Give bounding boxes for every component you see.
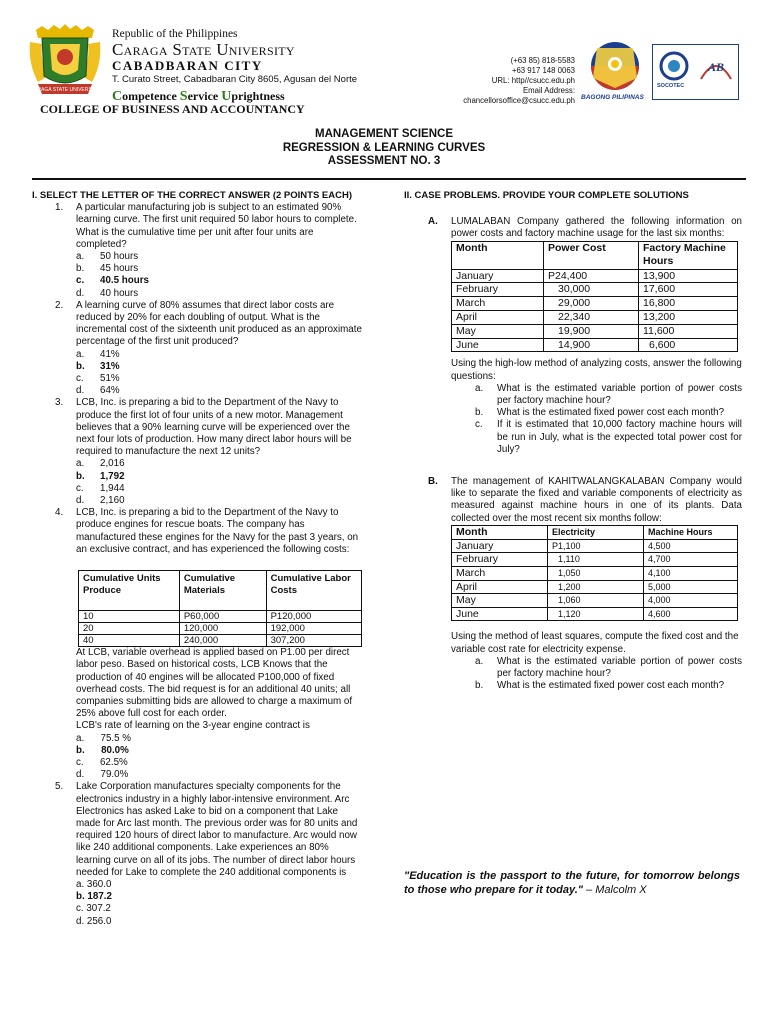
socotec-logo-icon	[659, 51, 689, 81]
table-row: February 30,000 17,600	[452, 283, 738, 297]
option: d. 64%	[76, 385, 120, 397]
option: d. 79.0%	[76, 769, 129, 781]
university-seal-icon	[28, 24, 102, 104]
case-a-instruction: Using the high-low method of analyzing costs, answer the following questions:	[451, 358, 742, 382]
header-divider	[32, 178, 746, 180]
case-a-question: b. What is the estimated fixed power cost each month?	[475, 407, 725, 419]
svg-text:CARAGA STATE UNIVERSITY: CARAGA STATE UNIVERSITY	[30, 87, 100, 93]
cost-table	[78, 570, 362, 647]
section-2-heading: II. CASE PROBLEMS. PROVIDE YOUR COMPLETE SOLUTIONS	[404, 190, 689, 201]
case-b-instruction: Using the method of least squares, compute the fixed cost and the variable cost rate for electricity expense.	[451, 631, 739, 655]
option: d. 2,160	[76, 495, 125, 507]
table-row: February 1,110 4,700	[452, 553, 738, 567]
case-b: B. The management of KAHITWALANGKALABAN Company would like to separate the fixed and variable components of electricity as measured against machine hours in one of its plants. Data collected over the most recent six months follow:	[428, 476, 742, 524]
table-row: January P24,400 13,900	[452, 269, 738, 283]
option: c. 1,944	[76, 482, 125, 494]
case-b-question: b. What is the estimated fixed power cost each month?	[475, 680, 725, 692]
case-b-question: a. What is the estimated variable portion of power costs per factory machine hour?	[475, 655, 742, 679]
table-row: 10 P60,000 P120,000	[79, 611, 362, 623]
table-row: May 19,900 11,600	[452, 324, 738, 338]
option-answer: c. 40.5 hours	[76, 275, 150, 287]
electricity-table	[451, 525, 738, 622]
letterhead	[0, 0, 768, 120]
option: a. 50 hours	[76, 251, 139, 263]
document-title: MANAGEMENT SCIENCE REGRESSION & LEARNING CURVES ASSESSMENT NO. 3	[282, 128, 486, 167]
table-header-row: Month Electricity Machine Hours	[452, 525, 738, 539]
case-a-question: c. If it is estimated that 10,000 factory machine hours will be run in July, what is the expected total power cost for July?	[475, 419, 742, 455]
option: a. 2,016	[76, 458, 125, 470]
contact-info: (+63 85) 818-5583 +63 917 148 0063 URL: http//csucc.edu.ph Email Address: chancellorsoffice@csucc.edu.ph	[463, 56, 575, 105]
table-row: January P1,100 4,500	[452, 539, 738, 553]
option: a. 75.5 %	[76, 732, 132, 744]
accreditation-logo-icon	[699, 51, 733, 83]
question-4: 4. LCB, Inc. is preparing a bid to the Department of the Navy to produce engines for rescue boats. The company has manufactured these engines for the Navy for the past 3 years, on an exclusive contract, and has experienced the following costs:	[55, 507, 359, 555]
republic-label: Republic of the Philippines	[112, 28, 238, 40]
svg-text:AB: AB	[707, 60, 725, 74]
power-cost-table	[451, 241, 738, 353]
table-row: June 1,120 4,600	[452, 607, 738, 621]
university-motto: Competence Service Uprightness	[112, 89, 285, 104]
table-row: April 1,200 5,000	[452, 580, 738, 594]
option: b. 45 hours	[76, 263, 139, 275]
certification-logos: AB SOCOTEC	[652, 44, 739, 100]
table-row: June 14,900 6,600	[452, 338, 738, 352]
university-name: Caraga State University	[112, 40, 295, 59]
closing-quote: "Education is the passport to the future, for tomorrow belongs to those who prepare for it today." – Malcolm X	[404, 870, 740, 896]
table-row: March 1,050 4,100	[452, 567, 738, 581]
section-1-heading: I. SELECT THE LETTER OF THE CORRECT ANSWER (2 POINTS EACH)	[32, 190, 353, 201]
question-5: 5. Lake Corporation manufactures specialty components for the electronics industry in a highly labor-intensive environment. Arc Electronics has asked Lake to bid on a component that Lake made for Arc last month. The previous order was for 80 units and required 120 hours of direct labor to manufacture. Arc would now like 240 additional components. Lake experiences an 80% learning curve on all of its jobs. The number of direct labor hours needed for Lake to complete the 240 additional components is	[55, 781, 358, 878]
table-row: 20 120,000 192,000	[79, 623, 362, 635]
college-name: COLLEGE OF BUSINESS AND ACCOUNTANCY	[40, 102, 305, 116]
section-case-problems	[404, 190, 742, 692]
bagong-pilipinas-label: BAGONG PILIPINAS	[581, 94, 644, 101]
option: c. 51%	[76, 373, 120, 385]
question-3: 3. LCB, Inc. is preparing a bid to the Department of the Navy to produce the first lot of four units of a new motor. Management believes that a 90% learning curve will be experienced over the next four lots of production. How many direct labor hours will be required to manufacture the next 12 units?	[55, 397, 352, 458]
university-address: T. Curato Street, Cabadbaran City 8605, Agusan del Norte	[112, 74, 358, 85]
table-row: May 1,060 4,000	[452, 594, 738, 608]
question-2: 2. A learning curve of 80% assumes that direct labor costs are reduced by 20% for each doubling of output. What is the incremental cost of the sixteenth unit produced as an approximate percentage of the first unit produced?	[55, 299, 362, 348]
table-row: April 22,340 13,200	[452, 311, 738, 325]
case-a-question: a. What is the estimated variable portion of power costs per factory machine hour?	[475, 382, 742, 406]
option: d. 256.0	[76, 915, 112, 927]
case-a: A. LUMALABAN Company gathered the following information on power costs and factory machine usage for the last six months:	[428, 216, 742, 240]
table-header-row: Cumulative Units Produce Cumulative Materials Cumulative Labor Costs	[79, 571, 362, 611]
campus-name: CABADBARAN CITY	[112, 58, 263, 73]
option: c. 307.2	[76, 903, 111, 915]
section-multiple-choice	[32, 190, 362, 928]
bagong-pilipinas-logo-icon	[585, 38, 645, 102]
question-1: 1. A particular manufacturing job is subject to an estimated 90% learning curve. The first unit required 50 labor hours to complete. What is the cumulative time per unit after four units are completed?	[55, 202, 357, 250]
option: a. 41%	[76, 348, 120, 360]
option: d. 40 hours	[76, 287, 139, 299]
option-answer: b. 80.0%	[76, 744, 129, 756]
table-header-row: Month Power Cost Factory Machine Hours	[452, 241, 738, 269]
option-answer: b. 31%	[76, 360, 120, 372]
question-4-prompt: LCB's rate of learning on the 3-year engine contract is	[76, 720, 310, 732]
table-row: March 29,000 16,800	[452, 297, 738, 311]
table-row: 40 240,000 307,200	[79, 635, 362, 647]
question-4-details: At LCB, variable overhead is applied based on P1.00 per direct labor peso. Based on historical costs, LCB Knows that the production of 40 engines will be allocated P100,000 of fixed overhead costs. The bid request is for an additional 40 units; all companies submitting bids are allowed to charge a maximum of 25% above full cost for each order.	[76, 647, 353, 720]
option-answer: b. 1,792	[76, 470, 125, 482]
option: c. 62.5%	[76, 756, 128, 768]
option-answer: b. 187.2	[76, 891, 112, 903]
option: a. 360.0	[76, 878, 112, 890]
